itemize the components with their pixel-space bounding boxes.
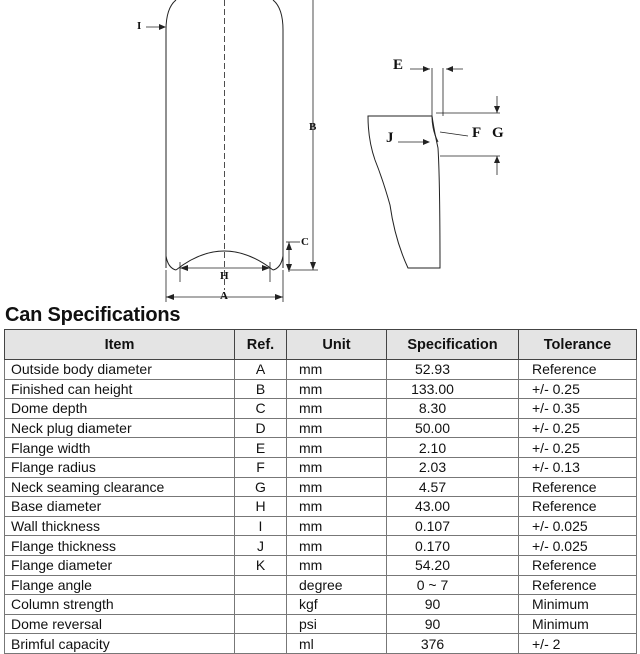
cell-item: Flange diameter	[5, 555, 235, 575]
cell-item: Dome reversal	[5, 614, 235, 634]
table-body	[5, 360, 637, 654]
cell-ref: D	[235, 418, 287, 438]
cell-item: Neck plug diameter	[5, 418, 235, 438]
cell-unit: mm	[287, 360, 387, 380]
cell-tolerance: +/- 0.13	[519, 457, 637, 477]
cell-unit: mm	[287, 497, 387, 517]
table-row	[5, 418, 637, 438]
can-bottom-right	[273, 256, 283, 270]
can-top-shoulder-left	[166, 0, 176, 30]
cell-unit: mm	[287, 555, 387, 575]
cell-item: Brimful capacity	[5, 634, 235, 654]
cell-tolerance: Reference	[519, 360, 637, 380]
label-e: E	[393, 57, 404, 73]
label-c: C	[301, 236, 309, 248]
label-j: J	[386, 130, 394, 146]
cell-specification: 133.00	[387, 379, 519, 399]
cell-item: Neck seaming clearance	[5, 477, 235, 497]
cell-tolerance: Minimum	[519, 614, 637, 634]
cell-unit: mm	[287, 438, 387, 458]
cell-ref: H	[235, 497, 287, 517]
can-drawing-svg	[0, 0, 640, 305]
cell-item: Flange width	[5, 438, 235, 458]
cell-ref: J	[235, 536, 287, 556]
table-row	[5, 360, 637, 380]
cell-unit: mm	[287, 457, 387, 477]
cell-specification: 2.10	[387, 438, 519, 458]
cell-item: Outside body diameter	[5, 360, 235, 380]
table-row	[5, 634, 637, 654]
cell-unit: mm	[287, 536, 387, 556]
cell-ref	[235, 575, 287, 595]
cell-specification: 376	[387, 634, 519, 654]
cell-specification: 50.00	[387, 418, 519, 438]
cell-item: Finished can height	[5, 379, 235, 399]
cell-unit: mm	[287, 477, 387, 497]
cell-specification: 43.00	[387, 497, 519, 517]
cell-tolerance: +/- 0.25	[519, 418, 637, 438]
table-header-row	[5, 330, 637, 360]
cell-unit: kgf	[287, 595, 387, 615]
cell-tolerance: Reference	[519, 575, 637, 595]
header-item: Item	[5, 330, 235, 360]
cell-tolerance: Minimum	[519, 595, 637, 615]
header-ref: Ref.	[235, 330, 287, 360]
cell-ref: I	[235, 516, 287, 536]
table-row	[5, 438, 637, 458]
label-g: G	[492, 125, 504, 141]
cell-specification: 0 ~ 7	[387, 575, 519, 595]
cell-ref: A	[235, 360, 287, 380]
cell-specification: 0.170	[387, 536, 519, 556]
cell-tolerance: +/- 0.25	[519, 379, 637, 399]
table-row	[5, 536, 637, 556]
label-h: H	[220, 270, 229, 282]
cell-specification: 90	[387, 614, 519, 634]
cell-tolerance: Reference	[519, 477, 637, 497]
cell-unit: mm	[287, 399, 387, 419]
cell-item: Dome depth	[5, 399, 235, 419]
header-specification: Specification	[387, 330, 519, 360]
cell-item: Wall thickness	[5, 516, 235, 536]
cell-unit: mm	[287, 379, 387, 399]
cell-specification: 54.20	[387, 555, 519, 575]
cell-unit: ml	[287, 634, 387, 654]
cell-unit: degree	[287, 575, 387, 595]
cell-ref	[235, 634, 287, 654]
cell-item: Base diameter	[5, 497, 235, 517]
flange-profile	[368, 116, 440, 268]
table-row	[5, 457, 637, 477]
label-b: B	[309, 121, 317, 133]
cell-tolerance: +/- 0.025	[519, 536, 637, 556]
label-i: I	[137, 20, 142, 32]
table-row	[5, 516, 637, 536]
cell-ref: F	[235, 457, 287, 477]
table-row	[5, 575, 637, 595]
cell-item: Column strength	[5, 595, 235, 615]
cell-ref: E	[235, 438, 287, 458]
cell-item: Flange radius	[5, 457, 235, 477]
table-row	[5, 595, 637, 615]
table-row	[5, 399, 637, 419]
cell-ref: G	[235, 477, 287, 497]
cell-tolerance: Reference	[519, 497, 637, 517]
can-top-shoulder-right	[273, 0, 283, 30]
cell-specification: 2.03	[387, 457, 519, 477]
cell-ref	[235, 614, 287, 634]
can-technical-drawing	[0, 0, 640, 305]
cell-tolerance: +/- 2	[519, 634, 637, 654]
cell-item: Flange angle	[5, 575, 235, 595]
table-row	[5, 379, 637, 399]
cell-ref: B	[235, 379, 287, 399]
cell-tolerance: +/- 0.35	[519, 399, 637, 419]
cell-tolerance: Reference	[519, 555, 637, 575]
cell-specification: 0.107	[387, 516, 519, 536]
cell-unit: mm	[287, 418, 387, 438]
cell-unit: mm	[287, 516, 387, 536]
cell-tolerance: +/- 0.25	[519, 438, 637, 458]
cell-unit: psi	[287, 614, 387, 634]
cell-ref: K	[235, 555, 287, 575]
header-unit: Unit	[287, 330, 387, 360]
section-title: Can Specifications	[5, 304, 181, 326]
cell-specification: 90	[387, 595, 519, 615]
header-tolerance: Tolerance	[519, 330, 637, 360]
cell-ref: C	[235, 399, 287, 419]
label-a: A	[220, 290, 228, 302]
table-row	[5, 614, 637, 634]
table-row	[5, 477, 637, 497]
table-row	[5, 497, 637, 517]
cell-specification: 52.93	[387, 360, 519, 380]
specifications-table	[4, 329, 637, 654]
cell-tolerance: +/- 0.025	[519, 516, 637, 536]
cell-item: Flange thickness	[5, 536, 235, 556]
can-bottom-left	[166, 256, 176, 270]
cell-ref	[235, 595, 287, 615]
cell-specification: 4.57	[387, 477, 519, 497]
label-f: F	[472, 125, 482, 141]
cell-specification: 8.30	[387, 399, 519, 419]
table-row	[5, 555, 637, 575]
